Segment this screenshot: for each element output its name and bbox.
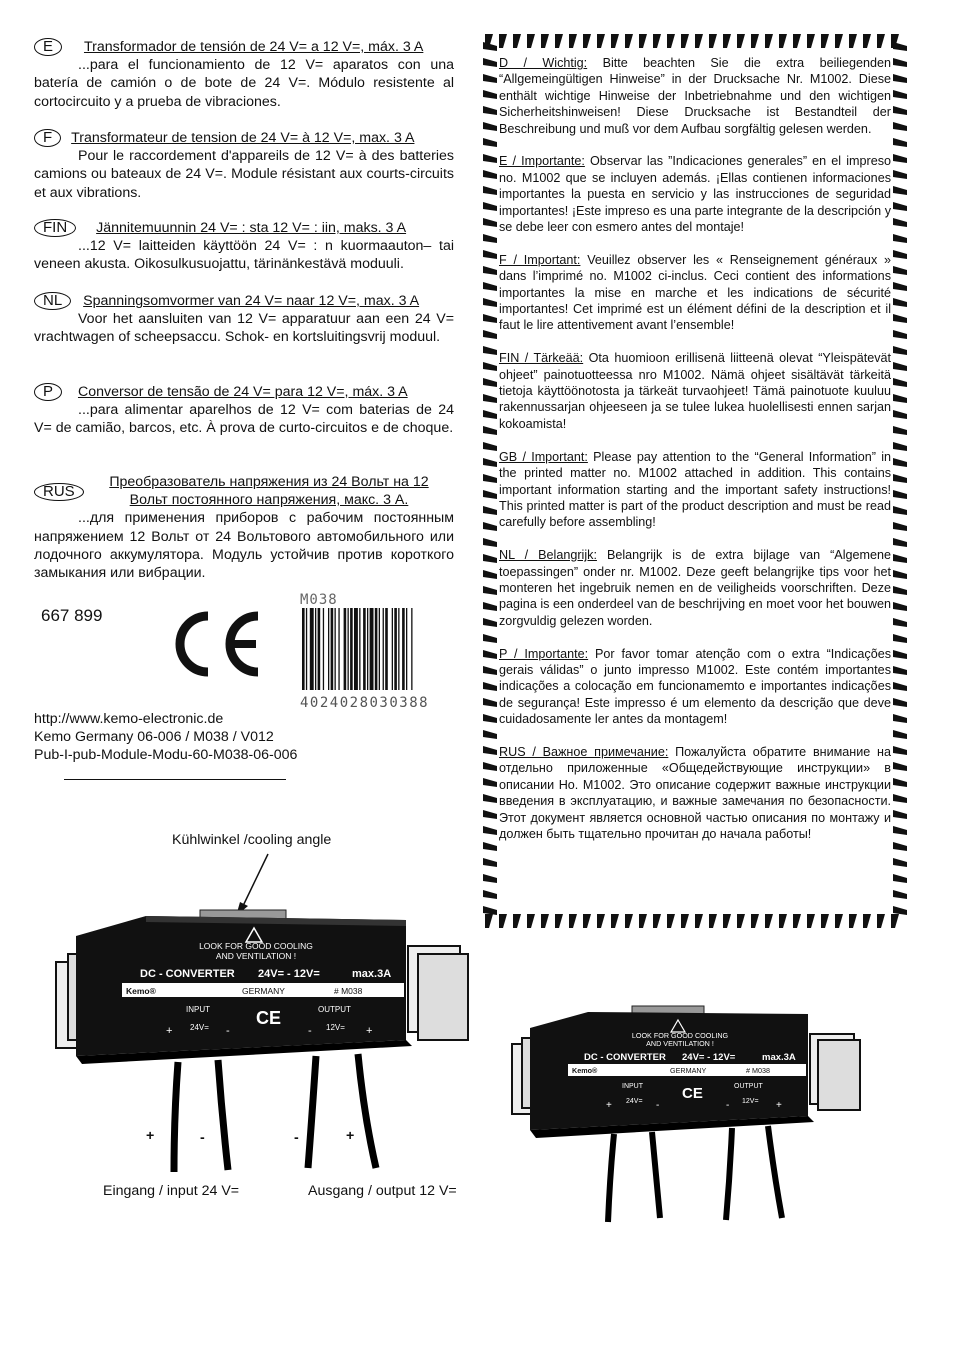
- svg-text:OUTPUT: OUTPUT: [318, 1005, 351, 1014]
- lang-badge-rus: RUS: [34, 483, 84, 501]
- lang-badge-p: P: [34, 383, 62, 401]
- svg-text:max.3A: max.3A: [352, 968, 392, 980]
- svg-text:DC - CONVERTER: DC - CONVERTER: [140, 968, 235, 980]
- section-body: ...para el funcionamiento de 12 V= aparatos con una batería de camión o de bote de 24 V=. Módulo resistente al cortocircuito y a prueba de vibraciones.: [34, 57, 454, 110]
- converter-small: [504, 1004, 864, 1231]
- section-rus: [34, 473, 454, 582]
- section-f: [34, 129, 454, 202]
- section-p: [34, 383, 454, 438]
- svg-text:-: -: [726, 1100, 730, 1111]
- section-body: Pour le raccordement d'appareils de 12 V= à des batteries camions ou bateaux de 24 V=. Module résistant aux courts-circuits et aux vibrations.: [34, 148, 454, 201]
- footer-line: Kemo Germany 06-006 / M038 / V012: [34, 729, 274, 745]
- output-plus: +: [346, 1128, 355, 1144]
- svg-text:GERMANY: GERMANY: [242, 986, 285, 996]
- section-body: Voor het aansluiten van 12 V= apparatuur aan een 24 V= vrachtwagen of scheepsaccu. Schok- en kortsluitingsvrij moduul.: [34, 311, 454, 346]
- svg-text:CE: CE: [256, 1008, 282, 1028]
- section-title: Transformateur de tension de 24 V= à 12 V=, max. 3 A: [71, 130, 415, 146]
- notice-p: P / Importante: Por favor tomar atenção com o extra “Indicações gerais válidas” o junto impresso M1002. Este contém importantes indicações a colocação em funcionamemto e importantes indicações de segurança! Este impresso é um elemento da descrição que deve cuidadosamente ler antes da montagem!: [499, 646, 892, 727]
- notice-text: [499, 55, 891, 859]
- ce-mark-icon: [166, 608, 264, 685]
- divider: [64, 779, 286, 780]
- section-title: Преобразователь напряжения из 24 Вольт на 12 Вольт постоянного напряжения, макс. 3 А.: [109, 474, 429, 509]
- section-body: ...для применения приборов с рабочим постоянным напряжением 12 Вольт от 24 Вольтового автомобильного или лодочного аккумулятора. Модуль устойчив против короткого замыкания или вибрации.: [34, 510, 454, 582]
- svg-text:+: +: [166, 1025, 173, 1037]
- svg-text:CE: CE: [682, 1085, 703, 1102]
- svg-text:+: +: [776, 1100, 782, 1111]
- svg-text:-: -: [656, 1100, 660, 1111]
- svg-text:12V=: 12V=: [742, 1098, 759, 1105]
- svg-text:OUTPUT: OUTPUT: [734, 1083, 763, 1090]
- barcode-bars: [300, 608, 456, 690]
- lang-badge-fin: FIN: [34, 219, 76, 237]
- svg-text:AND VENTILATION !: AND VENTILATION !: [215, 951, 297, 961]
- svg-text:24V= - 12V=: 24V= - 12V=: [682, 1052, 736, 1063]
- lang-badge-e: E: [34, 38, 62, 56]
- article-number: 667 899: [41, 606, 103, 625]
- section-title: Transformador de tensión de 24 V= a 12 V=, máx. 3 A: [83, 39, 424, 55]
- svg-text:INPUT: INPUT: [186, 1005, 210, 1014]
- notice-gb: GB / Important: Please pay attention to the “General Information” in the printed matter no. M1002 attached in addition. This contains important information starting and the important safety instructions! This printed matter is part of the product description and must be read carefully before assembling!: [499, 449, 892, 530]
- notice-e: E / Importante: Observar las ”Indicaciones generales” en el impreso no. M1002 que se incluyen además. ¡Ellas contienen informaciones importantes la puesta en servicio y las instrucciones de seguridad importantes! ¡Este impreso es una parte integrante de la descripción y se debe leer con esmero antes del montaje!: [499, 154, 892, 235]
- svg-text:DC - CONVERTER: DC - CONVERTER: [584, 1052, 666, 1063]
- barcode-top: M038: [300, 592, 338, 608]
- section-title: Jännitemuunnin 24 V= : sta 12 V= : iin, maks. 3 A: [96, 220, 407, 236]
- notice-d: D / Wichtig: Bitte beachten Sie die extra beiliegenden “Allgemeingültigen Hinweise” in der Drucksache Nr. M1002. Diese enthält wichtige Hinweise der Inbetriebnahme und den wichtigen Sicherheitshinweisen! Diese Drucksache ist Bestandteil der Beschreibung und muß vor dem Aufbau sorgfältig gelesen werden.: [499, 56, 892, 136]
- svg-text:LOOK FOR GOOD COOLING: LOOK FOR GOOD COOLING: [199, 941, 313, 951]
- svg-text:24V= - 12V=: 24V= - 12V=: [258, 968, 320, 980]
- svg-text:24V=: 24V=: [626, 1098, 643, 1105]
- lang-badge-nl: NL: [34, 292, 71, 310]
- svg-text:+: +: [366, 1025, 373, 1037]
- section-body: ...12 V= laitteiden käyttöön 24 V= : n kuormaauton– tai veneen akusta. Oikosulkusuojattu, tärinänkestävä moduuli.: [34, 238, 454, 273]
- input-minus: -: [200, 1130, 205, 1146]
- svg-text:24V=: 24V=: [190, 1023, 209, 1032]
- svg-text:-: -: [226, 1025, 230, 1037]
- svg-text:# M038: # M038: [746, 1066, 770, 1075]
- footer: [34, 710, 297, 764]
- notice-fin: FIN / Tärkeää: Ota huomioon erillisenä liitteenä olevat “Yleispätevät ohjeet” painotuotteessa nro M1002. Nämä ohjeet sisältävät tärkeitä tietoja käyttöönotosta ja tärkeät turvaohjeet! Tämä painotuote kuuluu rakennussarjan ohjeeseen ja se tulee lukea huolellisesti ennen sarjan kokoamista!: [499, 351, 892, 431]
- notice-rus: RUS / Важное примечание: Пожалуйста обратите внимание на отдельно приложенные «Общедействующие инструкции» в описании Но. M1002. Это описание содержит важные инструкции введения в эксплуатацию, и важные замечания по безопасности. Этот документ является основной частью описания по монтажу и должен быть тщательно прочитан до начала работы!: [499, 744, 892, 841]
- svg-text:GERMANY: GERMANY: [670, 1066, 707, 1075]
- cooling-angle-label: Kühlwinkel /cooling angle: [172, 832, 332, 848]
- footer-url[interactable]: http://www.kemo-electronic.de: [34, 711, 224, 727]
- footer-line: Pub-I-pub-Module-Modu-60-M038-06-006: [34, 747, 298, 763]
- output-label: Ausgang / output 12 V=: [308, 1183, 457, 1199]
- lang-badge-f: F: [34, 129, 61, 147]
- svg-text:LOOK FOR GOOD COOLING: LOOK FOR GOOD COOLING: [631, 1031, 729, 1040]
- section-title: Conversor de tensão de 24 V= para 12 V=, máx. 3 A: [77, 384, 408, 400]
- section-title: Spanningsomvormer van 24 V= naar 12 V=, max. 3 A: [83, 293, 420, 309]
- svg-text:INPUT: INPUT: [622, 1083, 643, 1090]
- svg-text:Kemo®: Kemo®: [126, 986, 156, 996]
- svg-text:-: -: [308, 1025, 312, 1037]
- svg-text:# M038: # M038: [334, 986, 363, 996]
- notice-nl: NL / Belangrijk: Belangrijk is de extra bijlage van “Algemene toepassingen” onder nr. M1002. Deze geeft belangrijke tips voor het monteren het ingebruik nemen en de veiligheids voorschriften. Deze pagina is een onderdeel van de beschrijving en moet voor het bouwen zorgvuldig gelezen worden.: [499, 548, 892, 628]
- section-nl: [34, 292, 454, 347]
- input-label: Eingang / input 24 V=: [103, 1183, 240, 1199]
- barcode: [300, 592, 456, 711]
- input-plus: +: [146, 1128, 155, 1144]
- section-fin: [34, 219, 454, 274]
- output-minus: -: [294, 1130, 299, 1146]
- svg-text:AND VENTILATION !: AND VENTILATION !: [646, 1039, 714, 1048]
- notice-box: [481, 32, 909, 930]
- barcode-number: 4024028030388: [300, 695, 430, 711]
- converter-large: [46, 906, 476, 1181]
- svg-text:12V=: 12V=: [326, 1023, 345, 1032]
- svg-text:Kemo®: Kemo®: [572, 1066, 598, 1075]
- section-e: [34, 38, 454, 111]
- svg-text:max.3A: max.3A: [762, 1052, 796, 1063]
- svg-text:+: +: [606, 1100, 612, 1111]
- notice-f: F / Important: Veuillez observer les « Renseignement généraux » dans l’imprimé no. M1002 ci-inclus. Ceci contient des informations importantes la mise en marche et les indications de sécurité importantes! Cet imprimé est un élément défini de la description et il faut le lire attentivement avant l’ensemble!: [499, 252, 892, 333]
- section-body: ...para alimentar aparelhos de 12 V= com baterias de 24 V= de camião, barcos, etc. À prova de curto-circuitos e de choque.: [34, 402, 454, 437]
